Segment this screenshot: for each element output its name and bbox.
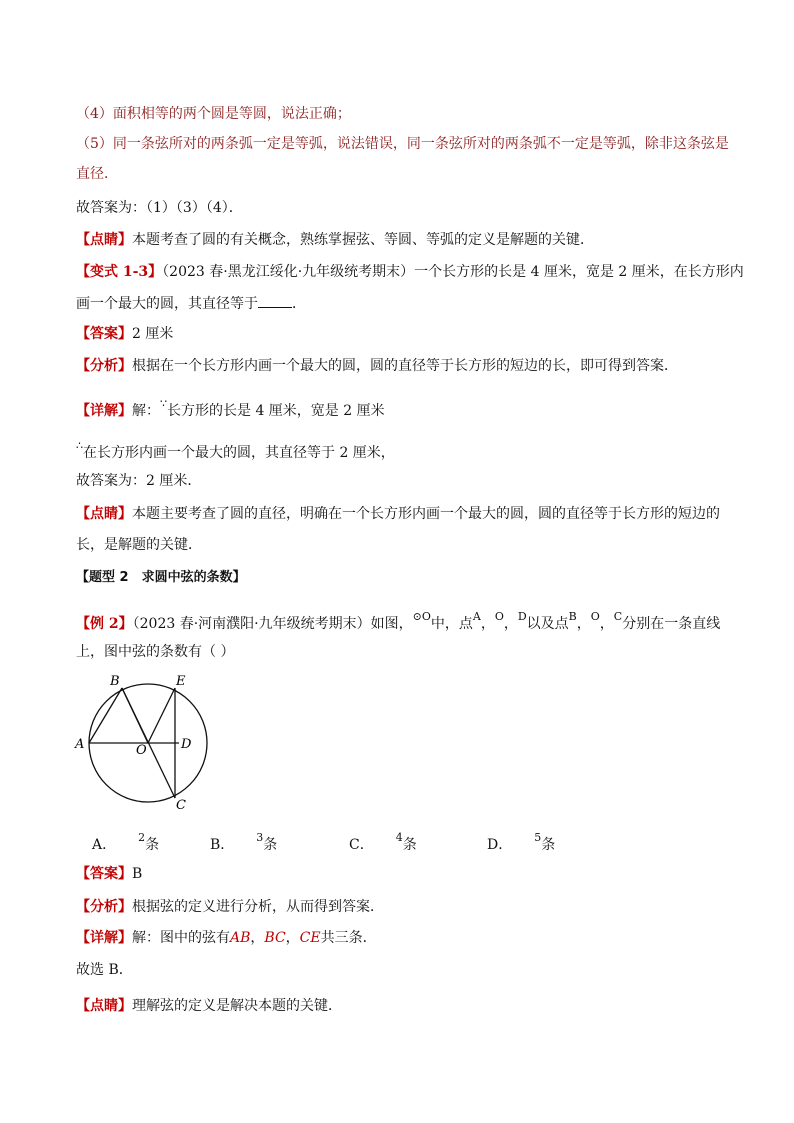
example-question-line2: 上，图中弦的条数有（ ） xyxy=(76,644,235,660)
analysis-ex2 xyxy=(76,897,384,917)
variant-source: （2023 春·黑龙江绥化·九年级统考期末） xyxy=(162,264,415,280)
circle-figure xyxy=(72,670,222,815)
answer-blank xyxy=(258,293,292,308)
label-c: C xyxy=(176,798,186,813)
answer-tag: 【答案】 xyxy=(76,866,132,882)
answer-ex2 xyxy=(76,864,142,884)
chord-bc-label: BC xyxy=(264,930,286,946)
example-text-d: 分别在一条直线 xyxy=(622,616,721,632)
point-a: A xyxy=(472,610,481,623)
detail-text-end: 共三条． xyxy=(320,930,377,946)
analysis-tag: 【分析】 xyxy=(76,358,132,374)
option-unit: 条 xyxy=(402,837,417,853)
point-o: O xyxy=(494,610,504,623)
point-b: B xyxy=(568,610,577,623)
option-b[interactable] xyxy=(210,831,278,854)
segment-eo xyxy=(148,688,175,743)
detail-ex2 xyxy=(76,928,377,948)
variant-text-b: 画一个最大的圆，其直径等于 xyxy=(76,296,258,312)
variant-text: 一个长方形的长是 4 厘米，宽是 2 厘米，在长方形内 xyxy=(414,264,744,280)
detail-tag: 【详解】 xyxy=(76,930,132,946)
tip-text: 本题考查了圆的有关概念，熟练掌握弦、等圆、等弧的定义是解题的关键． xyxy=(132,232,594,248)
example-text-a: 如图， xyxy=(370,616,413,632)
chord-ce-label: CE xyxy=(299,930,321,946)
therefore-symbol: ∴ xyxy=(76,439,83,452)
detail-tag: 【详解】 xyxy=(76,403,132,419)
label-e: E xyxy=(176,674,186,689)
tip-tag: 【点睛】 xyxy=(76,506,132,522)
option-unit: 条 xyxy=(145,837,160,853)
detail-text: 解：图中的弦有 xyxy=(132,930,230,946)
circle-symbol: ⊙O xyxy=(412,610,431,623)
analysis-1-3 xyxy=(76,356,678,376)
answer-summary-2: 故答案为：2 厘米． xyxy=(76,473,202,489)
paragraph-item-4: （4）面积相等的两个圆是等圆，说法正确； xyxy=(76,106,351,122)
tip-text: 本题主要考查了圆的直径，明确在一个长方形内画一个最大的圆，圆的直径等于长方形的短边的 xyxy=(132,506,720,522)
separator: ， xyxy=(503,616,518,632)
option-number: 2 xyxy=(138,831,146,844)
analysis-tag: 【分析】 xyxy=(76,899,132,915)
conclusion-ex2: 故选 B． xyxy=(76,962,133,978)
analysis-text: 根据在一个长方形内画一个最大的圆，圆的直径等于长方形的短边的长，即可得到答案． xyxy=(132,358,678,374)
example-question-line1 xyxy=(76,610,721,635)
separator: ， xyxy=(576,616,591,632)
topic-heading: 【题型 2 求圆中弦的条数】 xyxy=(76,570,246,585)
example-text-c: 以及点 xyxy=(526,616,569,632)
tip-2-line1 xyxy=(76,504,720,524)
segment-bo xyxy=(122,688,148,743)
option-unit: 条 xyxy=(541,837,556,853)
tip-tag: 【点睛】 xyxy=(76,232,132,248)
separator: ， xyxy=(250,930,265,946)
option-letter: B． xyxy=(210,837,235,853)
example-text-b: 中，点 xyxy=(430,616,473,632)
option-letter: D． xyxy=(487,837,513,853)
tip-1 xyxy=(76,230,594,250)
option-a[interactable] xyxy=(92,831,160,854)
detail-line1: 长方形的长是 4 厘米，宽是 2 厘米 xyxy=(167,403,385,419)
detail-1-3-line2 xyxy=(76,439,395,464)
answer-value: 2 厘米 xyxy=(132,326,174,342)
tip-3 xyxy=(76,996,342,1016)
option-d[interactable] xyxy=(487,831,556,854)
option-number: 4 xyxy=(395,831,403,844)
label-a: A xyxy=(75,737,85,752)
detail-1-3 xyxy=(76,397,385,422)
variant-text-end: ． xyxy=(292,296,306,312)
detail-line2: 在长方形内画一个最大的圆，其直径等于 2 厘米， xyxy=(83,445,395,461)
tip-text: 理解弦的定义是解决本题的关键． xyxy=(132,998,342,1014)
paragraph-item-5-cont: 直径． xyxy=(76,166,118,182)
option-letter: A． xyxy=(92,837,117,853)
option-number: 3 xyxy=(256,831,264,844)
variant-tag: 【变式 1-3】 xyxy=(76,264,163,280)
label-d: D xyxy=(181,737,192,752)
answer-1-3 xyxy=(76,324,173,344)
detail-text: 解： xyxy=(132,403,160,419)
example-source: （2023 春·河南濮阳·九年级统考期末） xyxy=(132,616,371,632)
option-c[interactable] xyxy=(349,831,417,854)
option-unit: 条 xyxy=(263,837,278,853)
point-d: D xyxy=(517,610,527,623)
answer-tag: 【答案】 xyxy=(76,326,132,342)
label-b: B xyxy=(110,674,120,689)
separator: ， xyxy=(285,930,300,946)
label-o: O xyxy=(136,743,147,758)
variant-question-line1 xyxy=(76,262,744,282)
point-o2: O xyxy=(590,610,600,623)
example-tag: 【例 2】 xyxy=(76,616,133,632)
chord-ab-label: AB xyxy=(230,930,251,946)
option-number: 5 xyxy=(534,831,542,844)
separator: ， xyxy=(480,616,495,632)
because-symbol: ∵ xyxy=(160,397,167,410)
tip-2-line2: 长，是解题的关键． xyxy=(76,537,202,553)
answer-value: B xyxy=(132,866,143,882)
option-letter: C． xyxy=(349,837,374,853)
tip-tag: 【点睛】 xyxy=(76,998,132,1014)
analysis-text: 根据弦的定义进行分析，从而得到答案． xyxy=(132,899,384,915)
answer-summary-1: 故答案为：（1）（3）（4）． xyxy=(76,200,243,216)
point-c: C xyxy=(613,610,623,623)
separator: ， xyxy=(599,616,614,632)
chord-ab xyxy=(89,688,122,743)
paragraph-item-5: （5）同一条弦所对的两条弧一定是等弧，说法错误，同一条弦所对的两条弧不一定是等弧，除非这条弦是 xyxy=(76,136,729,152)
variant-question-line2 xyxy=(76,293,306,314)
